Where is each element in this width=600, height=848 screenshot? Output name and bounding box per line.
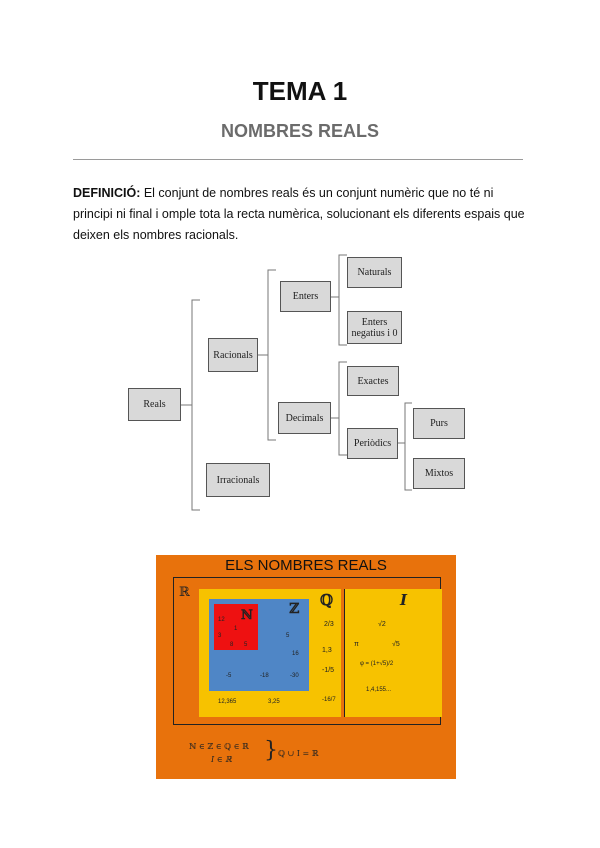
n-value: 8	[230, 642, 234, 648]
irrationals-set	[344, 589, 442, 717]
z-value: 16	[292, 651, 299, 657]
node-mixtos: Mixtos	[413, 458, 465, 489]
node-racionals: Racionals	[208, 338, 258, 372]
node-purs: Purs	[413, 408, 465, 439]
node-exactes: Exactes	[347, 366, 399, 396]
q-value: 12,365	[218, 699, 237, 705]
n-value: 5	[244, 642, 248, 648]
z-value: -18	[260, 673, 269, 679]
page-title: TEMA 1	[252, 76, 348, 106]
q-value: 3,25	[268, 699, 280, 705]
irrationals-symbol: I	[400, 591, 408, 609]
z-value: -5	[226, 673, 232, 679]
q-value: -1/5	[322, 667, 335, 674]
node-enters-negatius: Enters negatius i 0	[347, 311, 402, 344]
definition-label: DEFINICIÓ:	[73, 186, 141, 200]
node-naturals: Naturals	[347, 257, 402, 288]
i-value: √2	[378, 621, 386, 628]
node-decimals: Decimals	[278, 402, 331, 434]
z-value: 5	[286, 633, 290, 639]
formula-brace: }	[264, 738, 278, 763]
formula-line-2: I ∈ ℝ	[211, 755, 232, 764]
z-value: -30	[290, 673, 299, 679]
q-value: 2/3	[324, 621, 334, 628]
i-value: √5	[392, 641, 400, 648]
definition-text: El conjunt de nombres reals és un conjunt numèric que no té ni principi ni final i omple tota la recta numèrica, solucionant els diferents espais que deixen els nombres racionals.	[73, 186, 525, 242]
integers-symbol: ℤ	[289, 601, 300, 617]
page-subtitle: NOMBRES REALS	[220, 121, 379, 141]
diagram-title: ELS NOMBRES REALS	[225, 557, 387, 574]
n-value: 3	[218, 633, 222, 639]
n-value: 1	[234, 626, 238, 632]
node-periodics: Periòdics	[347, 428, 398, 459]
i-value: 1,4,155...	[366, 687, 392, 693]
node-enters: Enters	[280, 281, 331, 312]
i-value: π	[354, 641, 359, 648]
node-irracionals: Irracionals	[206, 463, 270, 497]
formula-result: ℚ ∪ I = ℝ	[278, 749, 319, 758]
i-value: φ = (1+√5)/2	[360, 661, 394, 667]
reals-symbol: ℝ	[179, 585, 190, 600]
real-numbers-diagram	[156, 555, 456, 779]
naturals-symbol: ℕ	[241, 608, 253, 623]
rationals-symbol: ℚ	[320, 591, 334, 609]
n-value: 12	[218, 617, 225, 623]
q-value: -16/7	[322, 697, 336, 703]
node-reals: Reals	[128, 388, 181, 421]
formula-line-1: ℕ ∈ ℤ ∈ ℚ ∈ ℝ	[189, 742, 249, 751]
q-value: 1,3	[322, 647, 332, 654]
